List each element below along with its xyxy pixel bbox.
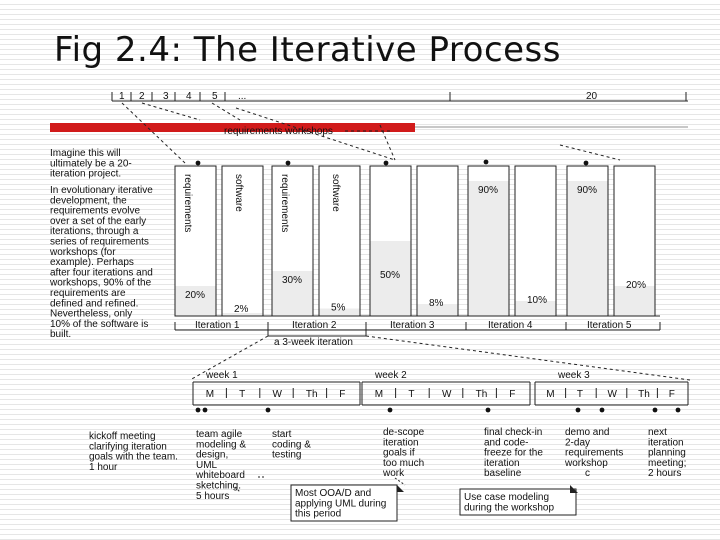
- checkin-note: baseline: [484, 468, 522, 480]
- iteration-milestone-dot: [484, 160, 489, 165]
- requirements-percent-label: 90%: [478, 185, 499, 196]
- left-note-text: built.: [50, 329, 72, 341]
- callout-text: during the workshop: [464, 502, 555, 514]
- next-planning-note: planning: [648, 447, 686, 459]
- dashed-connector: [142, 103, 200, 120]
- day-label: F: [668, 389, 675, 400]
- day-label: Th: [638, 389, 650, 400]
- checkin-note: iteration: [484, 457, 520, 469]
- day-label: T: [408, 389, 415, 400]
- timeline-label: ...: [238, 91, 247, 102]
- event-dot: [266, 408, 271, 413]
- left-note-text: iterations, through a: [50, 226, 139, 238]
- iteration-label: Iteration 4: [488, 320, 533, 331]
- software-percent-label: 5%: [331, 302, 346, 314]
- day-label: M: [205, 389, 215, 400]
- software-percent-label: 20%: [626, 280, 647, 291]
- agile-modeling-note: design,: [196, 449, 229, 461]
- callout-text: this period: [295, 508, 342, 520]
- week-label: week 2: [375, 370, 407, 381]
- demo-note: 2-day: [565, 437, 591, 449]
- agile-modeling-note: whiteboard: [196, 470, 245, 482]
- iteration-label: Iteration 3: [390, 320, 435, 331]
- timeline-label: 4: [186, 91, 192, 102]
- next-planning-note: iteration: [648, 437, 684, 449]
- iteration-label: Iteration 5: [587, 320, 632, 331]
- next-planning-note: 2 hours: [648, 468, 682, 480]
- callout-text: Use case modeling: [464, 492, 550, 503]
- software-column: [515, 166, 556, 316]
- day-label: F: [509, 389, 516, 400]
- left-note-text: requirements evolve: [50, 205, 141, 217]
- kickoff-note: 1 hour: [89, 461, 118, 473]
- left-note-text: development, the: [50, 195, 127, 207]
- requirements-percent-label: 30%: [282, 275, 303, 286]
- three-week-iteration-label: a 3-week iteration: [274, 337, 353, 348]
- event-dot: [576, 408, 581, 413]
- left-note-text: example). Perhaps: [50, 257, 134, 269]
- descope-note: de-scope: [383, 427, 425, 438]
- software-percent-label: 8%: [429, 298, 444, 309]
- next-planning-note: meeting;: [648, 457, 687, 469]
- dashed-connector: [560, 145, 620, 160]
- descope-note: goals if: [383, 447, 415, 459]
- checkin-note: final check-in: [484, 427, 543, 438]
- week-label: week 1: [206, 370, 238, 381]
- event-dot: [203, 408, 208, 413]
- left-note-text: workshops, 90% of the: [50, 277, 152, 289]
- requirements-fill: [568, 181, 608, 316]
- start-coding-note: coding &: [272, 439, 311, 451]
- requirements-vertical-label: requirements: [182, 174, 193, 233]
- requirements-percent-label: 50%: [380, 270, 401, 281]
- kickoff-note: clarifying iteration: [89, 441, 167, 453]
- day-label: Th: [475, 389, 488, 400]
- event-dot: [600, 408, 605, 413]
- callout-text: Most OOA/D and: [295, 488, 372, 499]
- start-coding-note: start: [272, 429, 292, 440]
- descope-note: work: [383, 468, 405, 480]
- timeline-label: 2: [139, 91, 145, 102]
- left-note-text: after four iterations and: [50, 267, 153, 279]
- dashed-connector: [212, 103, 240, 120]
- iteration-milestone-dot: [196, 161, 201, 166]
- next-planning-note: next: [648, 427, 667, 438]
- left-note-text: In evolutionary iterative: [50, 185, 153, 196]
- event-dot: [486, 408, 491, 413]
- day-label: W: [607, 389, 617, 400]
- demo-note: requirements: [565, 447, 624, 459]
- event-dot: [196, 408, 201, 413]
- agile-modeling-note: sketching.: [196, 480, 242, 492]
- left-note-text: defined and refined.: [50, 298, 139, 310]
- left-note-text: requirements are: [50, 288, 126, 299]
- agile-modeling-note: UML: [196, 459, 218, 471]
- iteration-milestone-dot: [286, 161, 291, 166]
- agile-modeling-note: modeling &: [196, 439, 247, 451]
- left-note-text: 10% of the software is: [50, 318, 149, 330]
- left-note-text: Imagine this will: [50, 148, 121, 159]
- day-label: T: [576, 389, 584, 400]
- demo-note: workshop: [565, 457, 608, 469]
- requirements-percent-label: 20%: [185, 290, 206, 301]
- requirements-workshops-label: requirements workshops: [224, 126, 333, 137]
- day-label: M: [546, 389, 555, 400]
- day-label: M: [374, 389, 384, 400]
- requirements-percent-label: 90%: [577, 185, 598, 196]
- callout-text: applying UML during: [295, 498, 387, 510]
- descope-note: too much: [383, 457, 425, 469]
- day-label: W: [272, 389, 282, 400]
- software-percent-label: 10%: [527, 295, 548, 306]
- day-label: F: [339, 389, 346, 400]
- demo-note: c: [585, 468, 590, 479]
- left-note-text: Nevertheless, only: [50, 308, 133, 320]
- software-vertical-label: software: [233, 174, 244, 212]
- timeline-label: 3: [163, 91, 169, 102]
- event-dot: [653, 408, 658, 413]
- callout-corner: [570, 485, 578, 493]
- day-label: T: [239, 389, 246, 400]
- requirements-vertical-label: requirements: [279, 174, 290, 233]
- agile-modeling-note: 5 hours: [196, 490, 230, 502]
- left-note-text: over a set of the early: [50, 215, 147, 227]
- event-dot: [388, 408, 393, 413]
- day-label: W: [442, 389, 452, 400]
- dashed-connector: [122, 103, 185, 163]
- iteration-label: Iteration 1: [195, 320, 240, 331]
- iteration-milestone-dot: [584, 161, 589, 166]
- day-label: Th: [305, 389, 318, 400]
- checkin-note: and code-: [484, 437, 529, 449]
- iteration-label: Iteration 2: [292, 320, 337, 331]
- software-percent-label: 2%: [234, 304, 249, 315]
- dashed-connector: [366, 336, 690, 380]
- start-coding-note: testing: [272, 449, 302, 461]
- timeline-label: 1: [119, 91, 125, 102]
- left-note-text: series of requirements: [50, 236, 149, 248]
- agile-modeling-note: team agile: [196, 429, 243, 440]
- left-note-text: workshops (for: [50, 246, 116, 258]
- descope-note: iteration: [383, 437, 419, 449]
- iteration-milestone-dot: [384, 161, 389, 166]
- event-dot: [676, 408, 681, 413]
- timeline-label: 20: [586, 91, 598, 102]
- kickoff-note: goals with the team.: [89, 451, 178, 463]
- requirements-fill: [469, 181, 509, 316]
- software-column: [417, 166, 458, 316]
- checkin-note: freeze for the: [484, 447, 543, 459]
- demo-note: demo and: [565, 427, 610, 438]
- software-vertical-label: software: [330, 174, 341, 212]
- timeline-label: 5: [212, 91, 218, 102]
- callout-corner: [397, 485, 404, 492]
- kickoff-note: kickoff meeting: [89, 431, 156, 442]
- slide-title: Fig 2.4: The Iterative Process: [54, 30, 561, 70]
- left-note-text: iteration project.: [50, 168, 122, 180]
- left-note-text: ultimately be a 20-: [50, 158, 132, 170]
- week-label: week 3: [558, 370, 590, 381]
